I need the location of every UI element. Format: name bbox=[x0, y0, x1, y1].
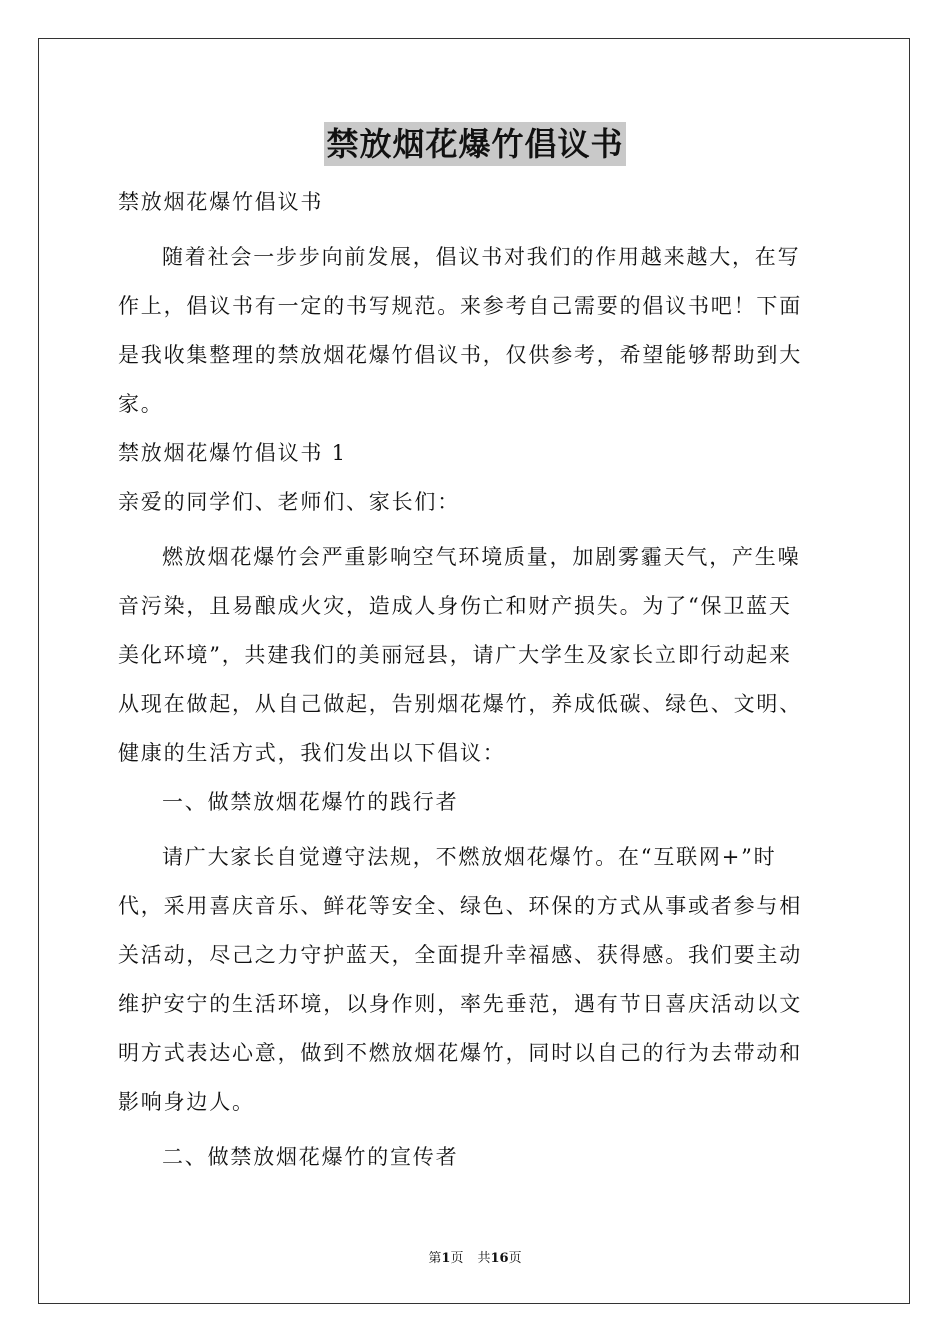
salutation-line: 亲爱的同学们、老师们、家长们： bbox=[118, 490, 460, 514]
subheading-line: 一、做禁放烟花爆竹的践行者 bbox=[162, 790, 459, 814]
document-title: 禁放烟花爆竹倡议书 bbox=[324, 122, 625, 166]
paragraph-line: 是我收集整理的禁放烟花爆竹倡议书，仅供参考，希望能够帮助到大 bbox=[118, 343, 802, 367]
paragraph-line: 明方式表达心意，做到不燃放烟花爆竹，同时以自己的行为去带动和 bbox=[118, 1041, 802, 1065]
section-heading: 禁放烟花爆竹倡议书 1 bbox=[118, 441, 347, 465]
document-body bbox=[118, 178, 834, 1182]
paragraph-line: 从现在做起，从自己做起，告别烟花爆竹，养成低碳、绿色、文明、 bbox=[118, 692, 802, 716]
page-prefix: 第 bbox=[428, 1251, 442, 1266]
paragraph-line: 作上，倡议书有一定的书写规范。来参考自己需要的倡议书吧！下面 bbox=[118, 294, 802, 318]
paragraph-line: 随着社会一步步向前发展，倡议书对我们的作用越来越大，在写 bbox=[162, 245, 801, 269]
page-current: 1 bbox=[441, 1251, 451, 1266]
subtitle-line: 禁放烟花爆竹倡议书 bbox=[118, 190, 324, 214]
paragraph-line: 关活动，尽己之力守护蓝天，全面提升幸福感、获得感。我们要主动 bbox=[118, 943, 802, 967]
subheading-line: 二、做禁放烟花爆竹的宣传者 bbox=[162, 1145, 459, 1169]
page-footer bbox=[0, 1247, 950, 1266]
page-total: 16 bbox=[490, 1251, 509, 1266]
paragraph-line: 家。 bbox=[118, 392, 164, 416]
paragraph-line: 音污染，且易酿成火灾，造成人身伤亡和财产损失。为了“保卫蓝天 bbox=[118, 594, 792, 618]
title-wrap bbox=[0, 122, 950, 166]
total-prefix: 共 bbox=[477, 1251, 491, 1266]
paragraph-line: 美化环境”，共建我们的美丽冠县，请广大学生及家长立即行动起来 bbox=[118, 643, 792, 667]
paragraph-line: 维护安宁的生活环境，以身作则，率先垂范，遇有节日喜庆活动以文 bbox=[118, 992, 802, 1016]
paragraph-line: 燃放烟花爆竹会严重影响空气环境质量，加剧雾霾天气，产生噪 bbox=[162, 545, 801, 569]
total-unit: 页 bbox=[508, 1251, 522, 1266]
page-unit: 页 bbox=[450, 1251, 464, 1266]
paragraph-line: 代，采用喜庆音乐、鲜花等安全、绿色、环保的方式从事或者参与相 bbox=[118, 894, 802, 918]
paragraph-line: 影响身边人。 bbox=[118, 1090, 255, 1114]
paragraph-line: 健康的生活方式，我们发出以下倡议： bbox=[118, 741, 506, 765]
paragraph-line: 请广大家长自觉遵守法规，不燃放烟花爆竹。在“互联网+”时 bbox=[162, 845, 777, 869]
